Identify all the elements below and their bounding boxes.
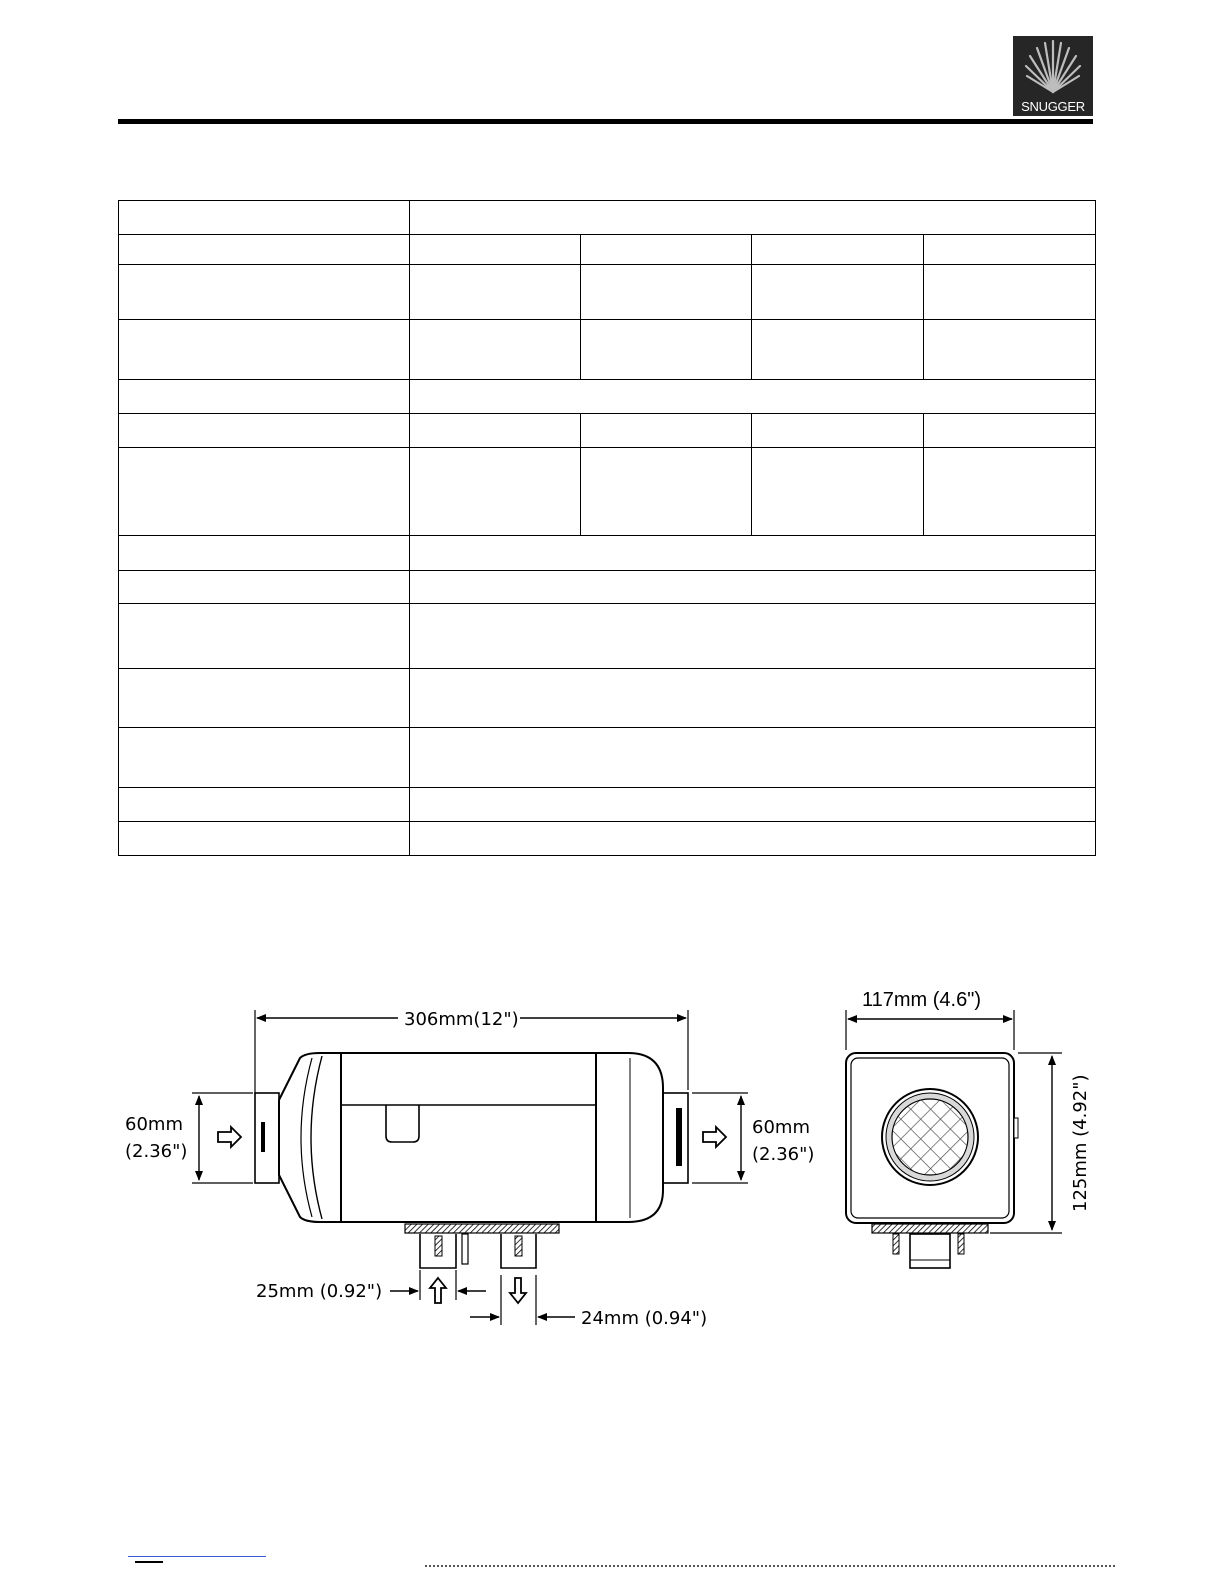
inlet-size-mm: 60mm	[125, 1114, 183, 1135]
width-label: 117mm (4.6")	[862, 989, 981, 1011]
exhaust-out-arrow-icon	[510, 1278, 526, 1303]
side-tab	[1014, 1118, 1018, 1138]
front-port	[910, 1234, 950, 1268]
airflow-in-arrow-icon	[218, 1127, 241, 1147]
side-view	[125, 1009, 814, 1329]
fuel-pipe	[462, 1234, 468, 1264]
heater-body	[279, 1053, 663, 1222]
inlet-pipe	[255, 1093, 279, 1183]
logo-text: SNUGGER	[1021, 99, 1085, 114]
bolt	[958, 1234, 964, 1254]
airflow-out-arrow-icon	[703, 1127, 726, 1147]
outlet-size-in: (2.36")	[752, 1144, 815, 1165]
footer-dotted-rule	[425, 1565, 1115, 1567]
front-view	[846, 989, 1091, 1268]
port-b-label: 24mm (0.94")	[581, 1308, 708, 1329]
outlet-size-mm: 60mm	[752, 1117, 810, 1138]
footer-link-underline	[128, 1556, 266, 1557]
footer-mark	[135, 1561, 163, 1563]
bolt	[435, 1236, 442, 1256]
length-label: 306mm(12")	[404, 1009, 519, 1030]
height-label: 125mm (4.92")	[1070, 1074, 1091, 1212]
fuel-in-arrow-icon	[430, 1278, 446, 1303]
bolt	[893, 1234, 899, 1254]
bolt	[515, 1236, 522, 1256]
port-a-label: 25mm (0.92")	[256, 1281, 383, 1302]
inlet-slot	[261, 1122, 265, 1152]
front-mounting-plate	[872, 1224, 988, 1233]
outlet-slot	[676, 1108, 682, 1166]
outlet-pipe	[663, 1093, 688, 1183]
inlet-size-in: (2.36")	[125, 1141, 188, 1162]
air-grille-mesh-icon	[892, 1099, 968, 1175]
mounting-plate	[405, 1224, 559, 1233]
